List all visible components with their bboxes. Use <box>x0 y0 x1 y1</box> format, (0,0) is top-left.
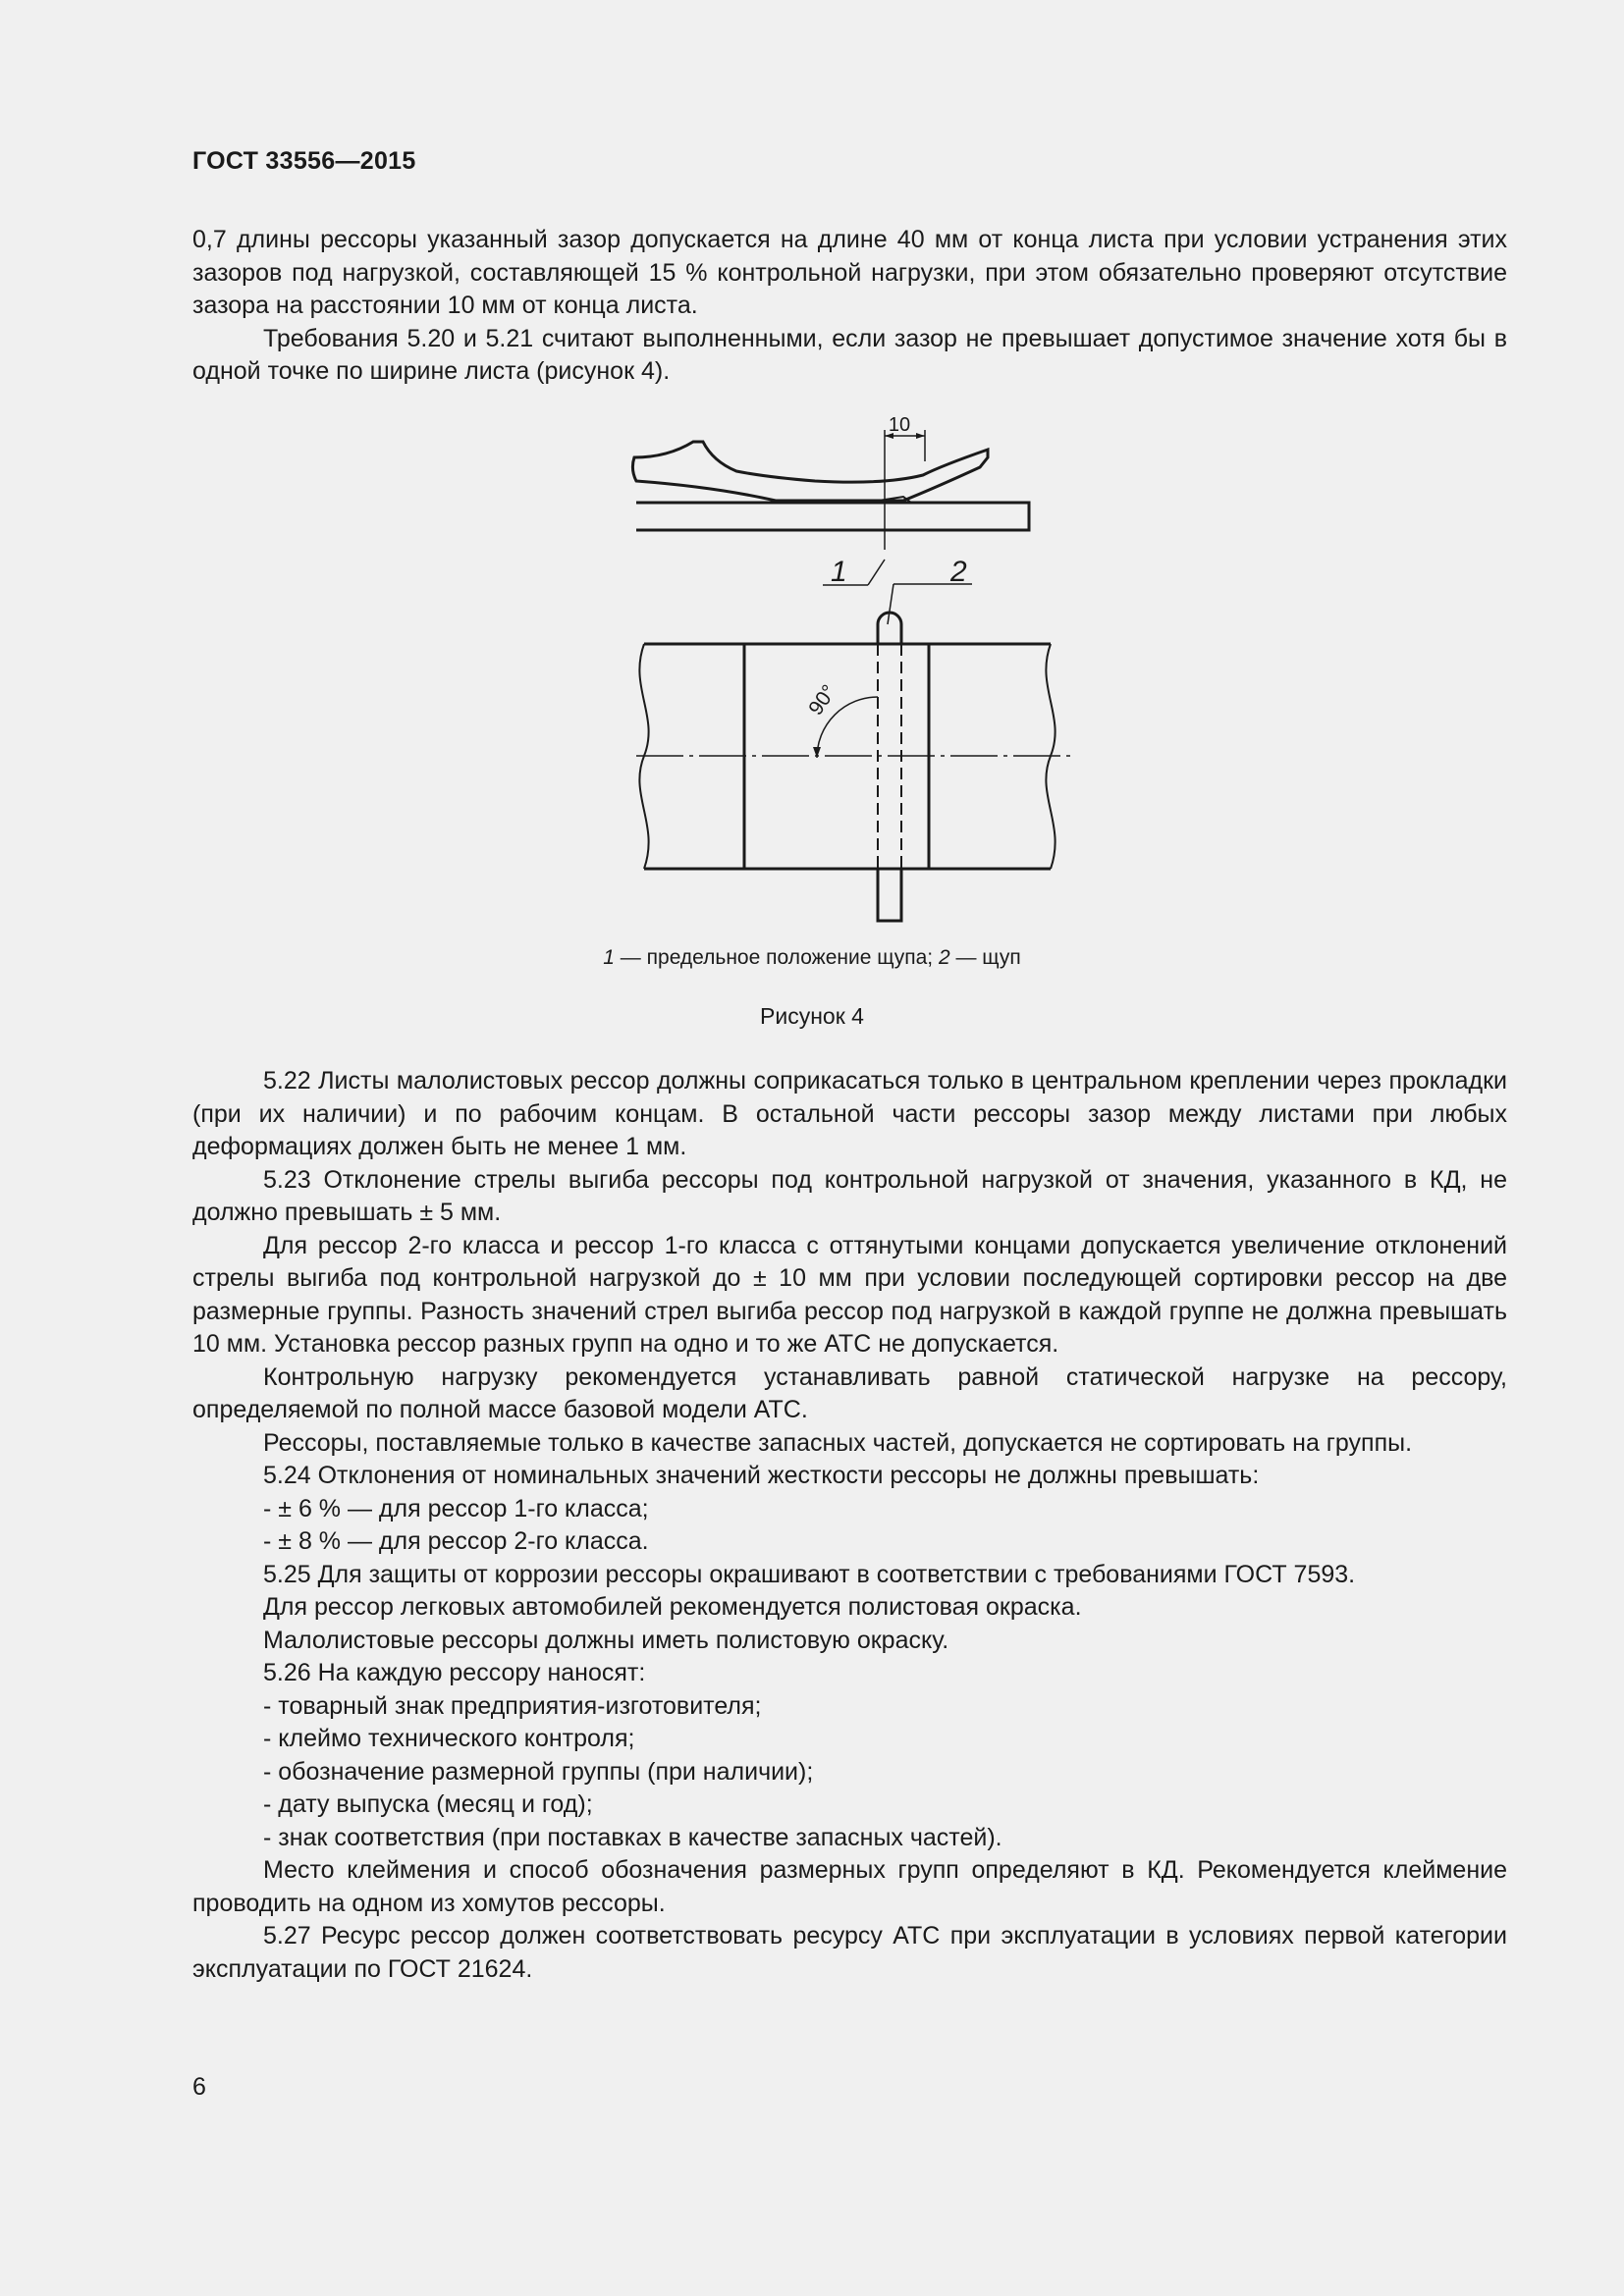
paragraph: Для рессор 2-го класса и рессор 1-го класса с оттянутыми концами допускается увеличение отклонений стрелы выгиба под контрольной нагрузкой до ± 10 мм при условии последующей сортировки рессор на две размерные группы. Разность значений стрел выгиба рессор под нагрузкой в каждой группе не должна превышать 10 мм. Установка рессор разных групп на одно и то же АТС не допускается. <box>192 1231 1507 1358</box>
paragraph: 0,7 длины рессоры указанный зазор допускается на длине 40 мм от конца листа при условии устранения этих зазоров под нагрузкой, составляющей 15 % контрольной нагрузки, при этом обязательно проверяют отсутствие зазора на расстоянии 10 мм от конца листа. <box>192 226 1507 319</box>
figure-legend <box>0 946 1624 970</box>
text-block-main <box>192 1065 1507 1986</box>
legend-number: 1 <box>603 946 615 969</box>
legend-number: 2 <box>938 946 950 969</box>
probe-tail <box>878 869 901 921</box>
list-item: - товарный знак предприятия-изготовителя; <box>263 1691 762 1720</box>
paragraph: Контрольную нагрузку рекомендуется устанавливать равной статической нагрузке на рессору, определяемой по полной массе базовой модели АТС. <box>192 1362 1507 1423</box>
list-item: - ± 8 % — для рессор 2-го класса. <box>263 1527 649 1555</box>
paragraph: Рессоры, поставляемые только в качестве запасных частей, допускается не сортировать на группы. <box>263 1428 1413 1457</box>
list-item: - клеймо технического контроля; <box>263 1725 635 1752</box>
list-item: - обозначение размерной группы (при наличии); <box>263 1757 814 1786</box>
list-item: - ± 6 % — для рессор 1-го класса; <box>263 1494 649 1522</box>
figure-title: Рисунок 4 <box>760 1003 864 1029</box>
clause-5-23: 5.23 Отклонение стрелы выгиба рессоры под контрольной нагрузкой от значения, указанного в КД, не должно превышать ± 5 мм. <box>192 1165 1507 1226</box>
list-item: - дату выпуска (месяц и год); <box>263 1790 593 1818</box>
paragraph: Место клеймения и способ обозначения размерных групп определяют в КД. Рекомендуется клеймение проводить на одном из хомутов рессоры. <box>192 1856 1507 1917</box>
paragraph: Для рессор легковых автомобилей рекомендуется полистовая окраска. <box>263 1593 1082 1621</box>
text-block-top <box>192 224 1507 389</box>
document-header: ГОСТ 33556—2015 <box>192 147 416 175</box>
legend-text: — щуп <box>949 946 1021 969</box>
page-number: 6 <box>192 2073 206 2101</box>
figure-4-drawing <box>609 402 1119 933</box>
lower-leaf <box>636 503 1029 530</box>
clause-5-26: 5.26 На каждую рессору наносят: <box>263 1659 646 1686</box>
upper-leaf <box>632 442 988 501</box>
clause-5-25: 5.25 Для защиты от коррозии рессоры окрашивают в соответствии с требованиями ГОСТ 7593. <box>263 1560 1356 1588</box>
legend-text: — предельное положение щупа; <box>614 946 939 969</box>
paragraph: Требования 5.20 и 5.21 считают выполненными, если зазор не превышает допустимое значение хотя бы в одной точке по ширине листа (рисунок 4). <box>192 324 1507 385</box>
clause-5-24: 5.24 Отклонения от номинальных значений жесткости рессоры не должны превышать: <box>263 1462 1260 1489</box>
clause-5-27: 5.27 Ресурс рессор должен соответствовать ресурсу АТС при эксплуатации в условиях первой категории эксплуатации по ГОСТ 21624. <box>192 1922 1507 1983</box>
callout-2: 2 <box>950 556 967 588</box>
probe-body <box>878 613 901 644</box>
dimension-label: 10 <box>888 414 911 436</box>
callout-1: 1 <box>831 556 847 588</box>
angle-label: 90° <box>804 680 841 720</box>
clause-5-22: 5.22 Листы малолистовых рессор должны соприкасаться только в центральном креплении через прокладки (при их наличии) и по рабочим концам. В остальной части рессоры зазор между листами при любых деформациях должен быть не менее 1 мм. <box>192 1067 1507 1160</box>
list-item: - знак соответствия (при поставках в качестве запасных частей). <box>263 1823 1002 1851</box>
paragraph: Малолистовые рессоры должны иметь полистовую окраску. <box>263 1626 949 1654</box>
